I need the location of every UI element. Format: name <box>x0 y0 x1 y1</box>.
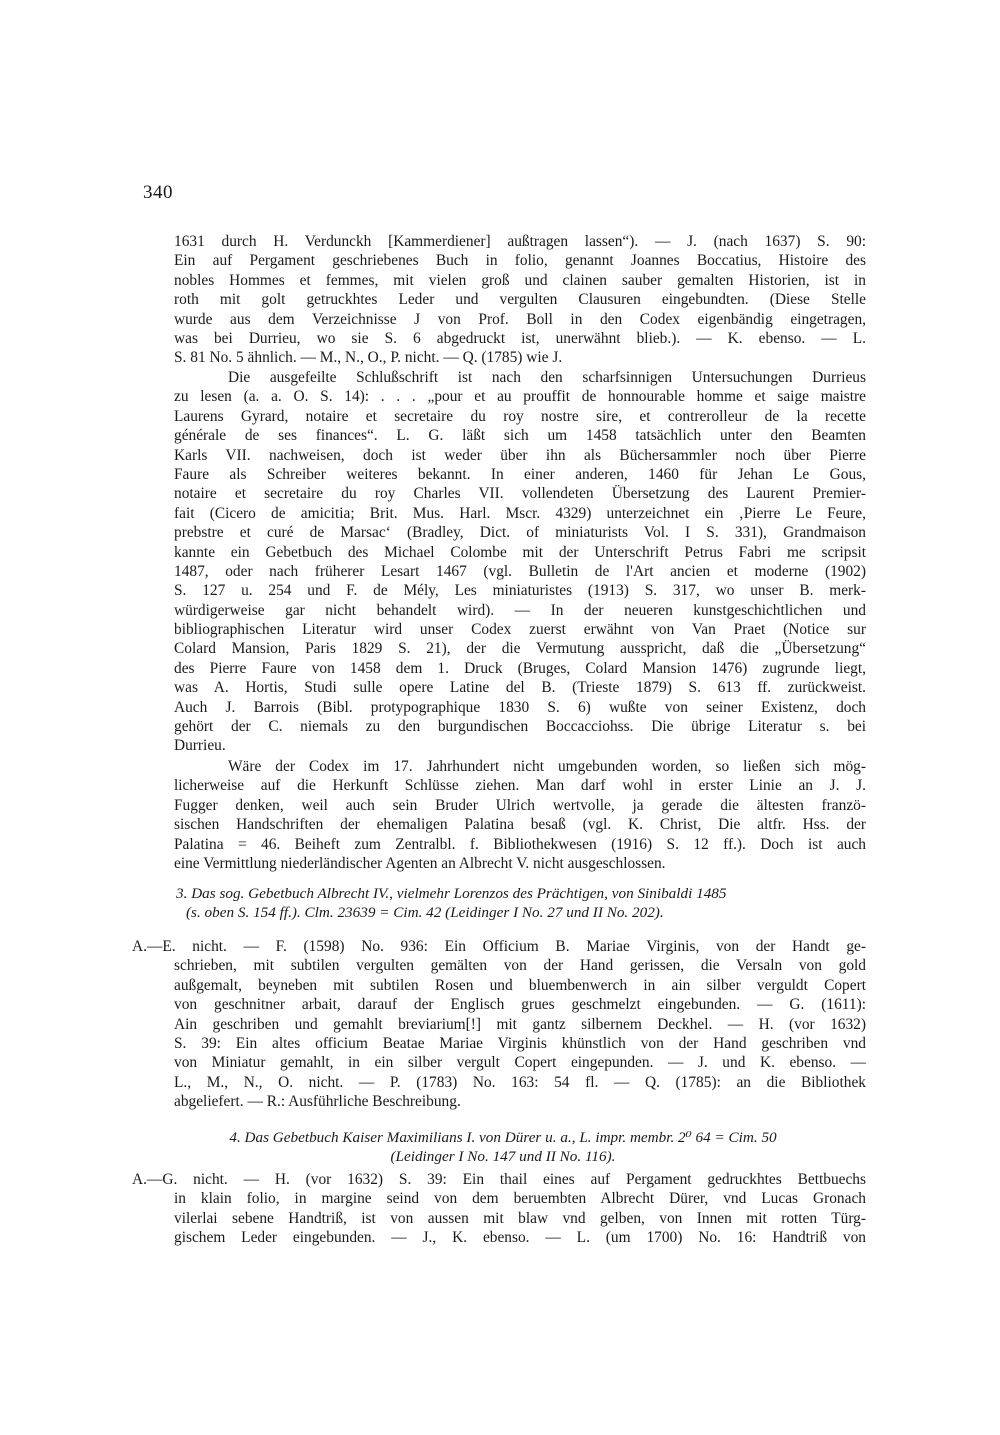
page-number: 340 <box>143 182 173 203</box>
text-line: Durrieu. <box>174 737 226 755</box>
text-line: nobles Hommes et femmes, mit vielen groß und clainen sauber gemalten Historien, ist in <box>174 271 866 289</box>
text-line: zu lesen (a. a. O. S. 14): . . . „pour et au prouffit de honnourable homme et saige maistre <box>174 388 866 406</box>
text-line: Fugger denken, weil auch sein Bruder Ulrich wertvolle, ja gerade die ältesten franzö- <box>174 796 866 814</box>
text-line: abgeliefert. — R.: Ausführliche Beschreibung. <box>174 1093 461 1111</box>
section-heading-4 <box>140 1128 866 1167</box>
text-line: S. 39: Ein altes officium Beatae Mariae Virginis khünstlich von der Hand geschriben vnd <box>174 1034 866 1052</box>
text-line: roth mit golt getruckhtes Leder und vergulten Clausuren eingebundten. (Diese Stelle <box>174 291 866 309</box>
text-line: sischen Handschriften der ehemaligen Palatina besaß (vgl. K. Christ, Die altfr. Hss. der <box>174 816 866 834</box>
text-line: Palatina = 46. Beiheft zum Zentralbl. f. Bibliothekwesen (1916) S. 12 ff.). Doch ist auch <box>174 835 866 853</box>
text-line: außgemalt, beyneben mit subtilen Rosen und bluembenwerch in ain silber verguldt Copert <box>174 976 866 994</box>
text-line: générale de ses finances“. L. G. läßt sich um 1458 tatsächlich unter den Beamten <box>174 427 866 445</box>
paragraph-4 <box>132 937 866 1112</box>
text-line: A.—G. nicht. — H. (vor 1632) S. 39: Ein thail eines auf Pergament gedruckhtes Bettbuechs <box>132 1171 866 1188</box>
text-line: 1631 durch H. Verdunckh [Kammerdiener] außtragen lassen“). — J. (nach 1637) S. 90: <box>174 233 866 250</box>
text-line: bibliographischen Literatur wird unser Codex zuerst erwähnt von Van Praet (Notice sur <box>174 621 866 639</box>
text-line: in klain folio, in margine seind von dem beruembten Albrecht Dürer, vnd Lucas Gronach <box>174 1190 866 1208</box>
text-line: 1487, oder nach früherer Lesart 1467 (vgl. Bulletin de l'Art ancien et moderne (1902) <box>174 562 866 580</box>
text-line: gischem Leder eingebunden. — J., K. ebenso. — L. (um 1700) No. 16: Handtriß von <box>174 1229 866 1247</box>
heading-line: 4. Das Gebetbuch Kaiser Maximilians I. von Dürer u. a., L. impr. membr. 2⁰ 64 = Cim. 50 <box>229 1129 777 1146</box>
text-line: würdigerweise gar nicht behandelt wird). — In der neueren kunstgeschichtlichen und <box>174 601 866 619</box>
text-line: S. 81 No. 5 ähnlich. — M., N., O., P. nicht. — Q. (1785) wie J. <box>174 349 563 367</box>
text-line: notaire et secretaire du roy Charles VII. vollendeten Übersetzung des Laurent Premier- <box>174 485 866 503</box>
text-line: vilerlai sebene Handtriß, ist von aussen mit blaw vnd gelben, von Innen mit rotten Türg- <box>174 1209 866 1227</box>
heading-line: 3. Das sog. Gebetbuch Albrecht IV., vielmehr Lorenzos des Prächtigen, von Sinibaldi 1485 <box>176 885 727 902</box>
text-line: Ain geschriben und gemahlt breviarium[!] mit gantz silbernem Deckhel. — H. (vor 1632) <box>174 1015 866 1033</box>
text-line: was A. Hortis, Studi sulle opere Latine del B. (Trieste 1879) S. 613 ff. zurückweist. <box>174 679 866 697</box>
heading-line: (Leidinger I No. 147 und II No. 116). <box>390 1148 616 1166</box>
text-line: Karls VII. nachweisen, doch ist weder über ihn als Büchersammler noch über Pierre <box>174 446 866 464</box>
text-line: A.—E. nicht. — F. (1598) No. 936: Ein Officium B. Mariae Virginis, von der Handt ge- <box>132 938 866 955</box>
text-line: Ein auf Pergament geschriebenes Buch in folio, genannt Joannes Boccatius, Histoire des <box>174 252 866 270</box>
text-line: eine Vermittlung niederländischer Agenten an Albrecht V. nicht ausgeschlossen. <box>174 854 666 872</box>
text-line: Colard Mansion, Paris 1829 S. 21), der die Vermutung ausspricht, daß die „Übersetzung“ <box>174 640 866 658</box>
text-line: Laurens Gyrard, notaire et secretaire du roy nostre sire, et contrerolleur de la recette <box>174 407 866 425</box>
text-line: wurde aus dem Verzeichnisse J von Prof. Boll in den Codex eigenbändig eingetragen, <box>174 310 866 328</box>
text-line: fait (Cicero de amicitia; Brit. Mus. Harl. Mscr. 4329) unterzeichnet ein ‚Pierre Le Feure, <box>174 504 866 522</box>
text-line: des Pierre Faure von 1458 dem 1. Druck (Bruges, Colard Mansion 1476) zugrunde liegt, <box>174 659 866 677</box>
text-line: schrieben, mit subtilen vergulten gemälten von der Hand gerissen, die Versaln von gold <box>174 957 866 975</box>
paragraph-5 <box>132 1170 866 1248</box>
section-heading-3 <box>176 884 866 923</box>
paragraph-1 <box>174 232 866 368</box>
text-line: Wäre der Codex im 17. Jahrhundert nicht umgebunden worden, so ließen sich mög- <box>228 758 866 775</box>
text-line: gehört der C. niemals zu den burgundischen Boccacciohss. Die übrige Literatur s. bei <box>174 718 866 736</box>
text-line: Faure als Schreiber weiteres bekannt. In einer anderen, 1460 für Jehan Le Gous, <box>174 465 866 483</box>
text-line: Auch J. Barrois (Bibl. protypographique 1830 S. 6) wußte von seiner Existenz, doch <box>174 698 866 716</box>
text-line: Die ausgefeilte Schlußschrift ist nach den scharfsinnigen Untersuchungen Durrieus <box>228 369 866 386</box>
text-line: licherweise auf die Herkunft Schlüsse ziehen. Man darf wohl in erster Linie an J. J. <box>174 777 866 795</box>
text-line: von Miniatur gemahlt, in ein silber vergult Copert eingepunden. — J. und K. ebenso. — <box>174 1054 866 1072</box>
text-line: kannte ein Gebetbuch des Michael Colombe mit der Unterschrift Petrus Fabri me scripsit <box>174 543 866 561</box>
text-line: S. 127 u. 254 und F. de Mély, Les miniaturistes (1913) S. 317, wo unser B. merk- <box>174 582 866 600</box>
paragraph-3 <box>174 757 866 873</box>
paragraph-2 <box>174 368 866 756</box>
heading-line: (s. oben S. 154 ff.). Clm. 23639 = Cim. 42 (Leidinger I No. 27 und II No. 202). <box>186 904 664 922</box>
text-line: von geschnitner arbait, darauf der Englisch grues geschmelzt eingebunden. — G. (1611): <box>174 996 866 1014</box>
text-line: prebstre et curé de Marsac‘ (Bradley, Dict. of miniaturists Vol. I S. 331), Grandmaison <box>174 524 866 542</box>
text-line: was bei Durrieu, wo sie S. 6 abgedruckt ist, unerwähnt blieb.). — K. ebenso. — L. <box>174 329 866 347</box>
text-line: L., M., N., O. nicht. — P. (1783) No. 163: 54 fl. — Q. (1785): an die Bibliothek <box>174 1073 866 1091</box>
